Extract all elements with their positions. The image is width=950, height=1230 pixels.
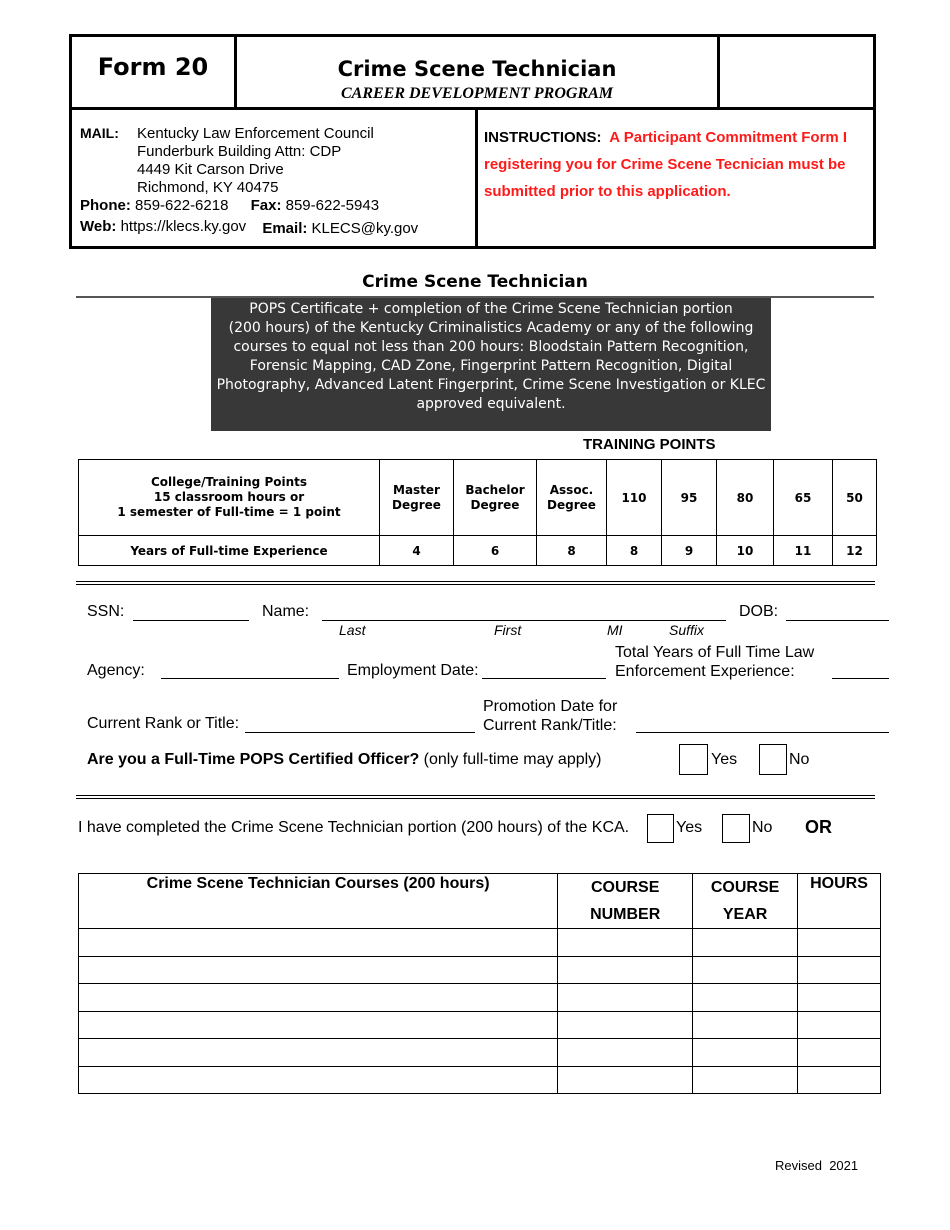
header-text: YEAR xyxy=(722,906,768,923)
course-number-cell[interactable] xyxy=(558,929,693,957)
instructions-label: INSTRUCTIONS: xyxy=(484,129,602,146)
pops-yes-checkbox[interactable] xyxy=(679,744,708,775)
courses-table xyxy=(78,873,881,1094)
column-header xyxy=(693,874,798,929)
email-label: Email: xyxy=(262,220,308,237)
form-number: Form 20 xyxy=(97,53,209,81)
instructions-text: registering you for Crime Scene Tecnician must be xyxy=(484,156,846,173)
pops-question xyxy=(87,751,602,769)
label-line: Promotion Date for xyxy=(483,698,618,715)
course-name-cell[interactable] xyxy=(79,1039,558,1067)
cell-text: 15 classroom hours or xyxy=(153,490,305,504)
web-link[interactable]: https://klecs.ky.gov xyxy=(120,218,247,235)
header-divider xyxy=(475,109,478,246)
rank-field[interactable] xyxy=(245,732,475,733)
table-cell: 9 xyxy=(662,536,717,566)
requirements-heading: Crime Scene Technician xyxy=(362,272,588,292)
table-row xyxy=(79,1011,881,1039)
total-years-field[interactable] xyxy=(832,678,889,679)
requirements-box xyxy=(211,298,771,431)
label-line: Current Rank/Title: xyxy=(483,717,617,734)
table-row xyxy=(79,1039,881,1067)
course-year-cell[interactable] xyxy=(693,956,798,984)
course-year-cell[interactable] xyxy=(693,984,798,1012)
course-hours-cell[interactable] xyxy=(798,929,881,957)
cell-text: Bachelor xyxy=(465,482,525,497)
cell-text: 1 semester of Full-time = 1 point xyxy=(117,505,341,519)
kca-yes-checkbox[interactable] xyxy=(647,814,674,843)
kca-statement: I have completed the Crime Scene Technician portion (200 hours) of the KCA. xyxy=(78,819,630,836)
table-cell: 8 xyxy=(607,536,662,566)
revised-note: Revised 2021 xyxy=(775,1158,859,1173)
header-text: COURSE xyxy=(590,879,660,896)
kca-no-checkbox[interactable] xyxy=(722,814,750,843)
table-cell: 65 xyxy=(774,460,833,536)
mail-label: MAIL: xyxy=(80,125,119,141)
form-header-box xyxy=(69,34,876,249)
course-number-cell[interactable] xyxy=(558,1011,693,1039)
course-number-cell[interactable] xyxy=(558,1066,693,1094)
pops-no-label: No xyxy=(789,751,810,768)
cell-text: Assoc. xyxy=(549,482,594,497)
web-label: Web: xyxy=(80,218,117,235)
table-row xyxy=(79,460,877,536)
ssn-field[interactable] xyxy=(133,620,249,621)
course-year-cell[interactable] xyxy=(693,1066,798,1094)
training-points-table xyxy=(78,459,877,566)
pops-question-text: Are you a Full-Time POPS Certified Officer? xyxy=(87,751,420,768)
mail-address xyxy=(137,125,374,197)
requirements-line: Photography, Advanced Latent Fingerprint, Crime Scene Investigation or KLEC xyxy=(216,377,766,393)
phone-number: 859-622-6218 xyxy=(135,197,229,214)
label-line: Total Years of Full Time Law xyxy=(615,644,815,661)
section-divider xyxy=(76,584,875,585)
table-cell: Years of Full-time Experience xyxy=(79,536,380,566)
phone-fax-row xyxy=(80,197,379,214)
section-divider xyxy=(76,798,875,799)
table-cell: 10 xyxy=(717,536,774,566)
course-name-cell[interactable] xyxy=(79,929,558,957)
name-field[interactable] xyxy=(322,620,726,621)
total-years-label xyxy=(615,643,814,681)
table-cell: 80 xyxy=(717,460,774,536)
instructions-text: A Participant Commitment Form I xyxy=(609,129,848,146)
kca-no-label: No xyxy=(752,819,773,836)
requirements-line: Forensic Mapping, CAD Zone, Fingerprint Pattern Recognition, Digital xyxy=(249,358,733,374)
pops-yes-label: Yes xyxy=(711,751,738,768)
dob-field[interactable] xyxy=(786,620,889,621)
table-row xyxy=(79,1066,881,1094)
web-email-row xyxy=(80,218,418,235)
requirements-line: approved equivalent. xyxy=(416,396,566,412)
pops-question-note: (only full-time may apply) xyxy=(419,751,602,768)
name-part-first: First xyxy=(494,622,522,638)
table-header-row xyxy=(79,874,881,929)
course-name-cell[interactable] xyxy=(79,1011,558,1039)
header-text: HOURS xyxy=(810,875,868,892)
requirements-line: (200 hours) of the Kentucky Criminalistics Academy or any of the following xyxy=(228,320,754,336)
column-header xyxy=(79,874,558,929)
table-cell: 4 xyxy=(380,536,454,566)
header-text: COURSE xyxy=(710,879,780,896)
phone-label: Phone: xyxy=(80,197,131,214)
mail-line: 4449 Kit Carson Drive xyxy=(137,161,284,178)
instructions xyxy=(484,124,874,205)
table-cell: 95 xyxy=(662,460,717,536)
table-cell xyxy=(537,460,607,536)
course-hours-cell[interactable] xyxy=(798,1039,881,1067)
page-subtitle: CAREER DEVELOPMENT PROGRAM xyxy=(340,85,614,102)
or-label: OR xyxy=(805,817,832,837)
table-cell xyxy=(380,460,454,536)
table-cell: 12 xyxy=(833,536,877,566)
table-row xyxy=(79,929,881,957)
course-name-cell[interactable] xyxy=(79,956,558,984)
table-cell: 110 xyxy=(607,460,662,536)
header-divider xyxy=(72,107,873,110)
course-number-cell[interactable] xyxy=(558,956,693,984)
course-hours-cell[interactable] xyxy=(798,956,881,984)
course-hours-cell[interactable] xyxy=(798,1066,881,1094)
mail-line: Kentucky Law Enforcement Council xyxy=(137,125,374,142)
training-points-heading: TRAINING POINTS xyxy=(583,436,716,453)
course-name-cell[interactable] xyxy=(79,1066,558,1094)
cell-text: Degree xyxy=(470,497,520,512)
table-cell: 8 xyxy=(537,536,607,566)
requirements-line: POPS Certificate + completion of the Crime Scene Technician portion xyxy=(249,301,733,317)
kca-yes-label: Yes xyxy=(676,819,703,836)
instructions-text: submitted prior to this application. xyxy=(484,183,731,200)
mail-line: Richmond, KY 40475 xyxy=(137,179,279,196)
table-cell xyxy=(79,460,380,536)
fax-number: 859-622-5943 xyxy=(285,197,380,214)
email-link[interactable]: KLECS@ky.gov xyxy=(311,220,419,237)
column-header xyxy=(558,874,693,929)
rank-label: Current Rank or Title: xyxy=(87,715,240,732)
promotion-date-field[interactable] xyxy=(636,732,889,733)
employment-date-label: Employment Date: xyxy=(347,662,479,679)
dob-label: DOB: xyxy=(739,603,779,620)
table-cell: 11 xyxy=(774,536,833,566)
pops-no-checkbox[interactable] xyxy=(759,744,787,775)
header-text: NUMBER xyxy=(590,906,661,923)
employment-date-field[interactable] xyxy=(482,678,606,679)
table-cell: 6 xyxy=(454,536,537,566)
page-title: Crime Scene Technician xyxy=(337,57,617,81)
course-year-cell[interactable] xyxy=(693,1039,798,1067)
promotion-date-label xyxy=(483,697,617,735)
column-header xyxy=(798,874,881,929)
cell-text: Master xyxy=(393,482,440,497)
name-label: Name: xyxy=(262,603,310,620)
header-divider xyxy=(717,37,720,109)
table-row xyxy=(79,984,881,1012)
table-cell xyxy=(454,460,537,536)
course-hours-cell[interactable] xyxy=(798,1011,881,1039)
requirements-line: courses to equal not less than 200 hours: Bloodstain Pattern Recognition, xyxy=(233,339,749,355)
mail-line: Funderburk Building Attn: CDP xyxy=(137,143,342,160)
table-row xyxy=(79,536,877,566)
course-number-cell[interactable] xyxy=(558,1039,693,1067)
label-line: Enforcement Experience: xyxy=(615,663,795,680)
fax-label: Fax: xyxy=(250,197,282,214)
name-part-mi: MI xyxy=(607,622,623,638)
section-divider xyxy=(76,795,875,796)
cell-text: Degree xyxy=(547,497,596,512)
name-part-last: Last xyxy=(339,622,366,638)
section-divider xyxy=(76,581,875,582)
agency-field[interactable] xyxy=(161,678,339,679)
table-cell: 50 xyxy=(833,460,877,536)
course-year-cell[interactable] xyxy=(693,1011,798,1039)
agency-label: Agency: xyxy=(87,662,145,679)
ssn-label: SSN: xyxy=(87,603,125,620)
course-year-cell[interactable] xyxy=(693,929,798,957)
course-name-cell[interactable] xyxy=(79,984,558,1012)
name-part-suffix: Suffix xyxy=(669,622,705,638)
course-hours-cell[interactable] xyxy=(798,984,881,1012)
cell-text: Degree xyxy=(392,497,441,512)
header-text: Crime Scene Technician Courses (200 hours) xyxy=(146,875,490,892)
cell-text: College/Training Points xyxy=(150,475,308,489)
table-row xyxy=(79,956,881,984)
course-number-cell[interactable] xyxy=(558,984,693,1012)
